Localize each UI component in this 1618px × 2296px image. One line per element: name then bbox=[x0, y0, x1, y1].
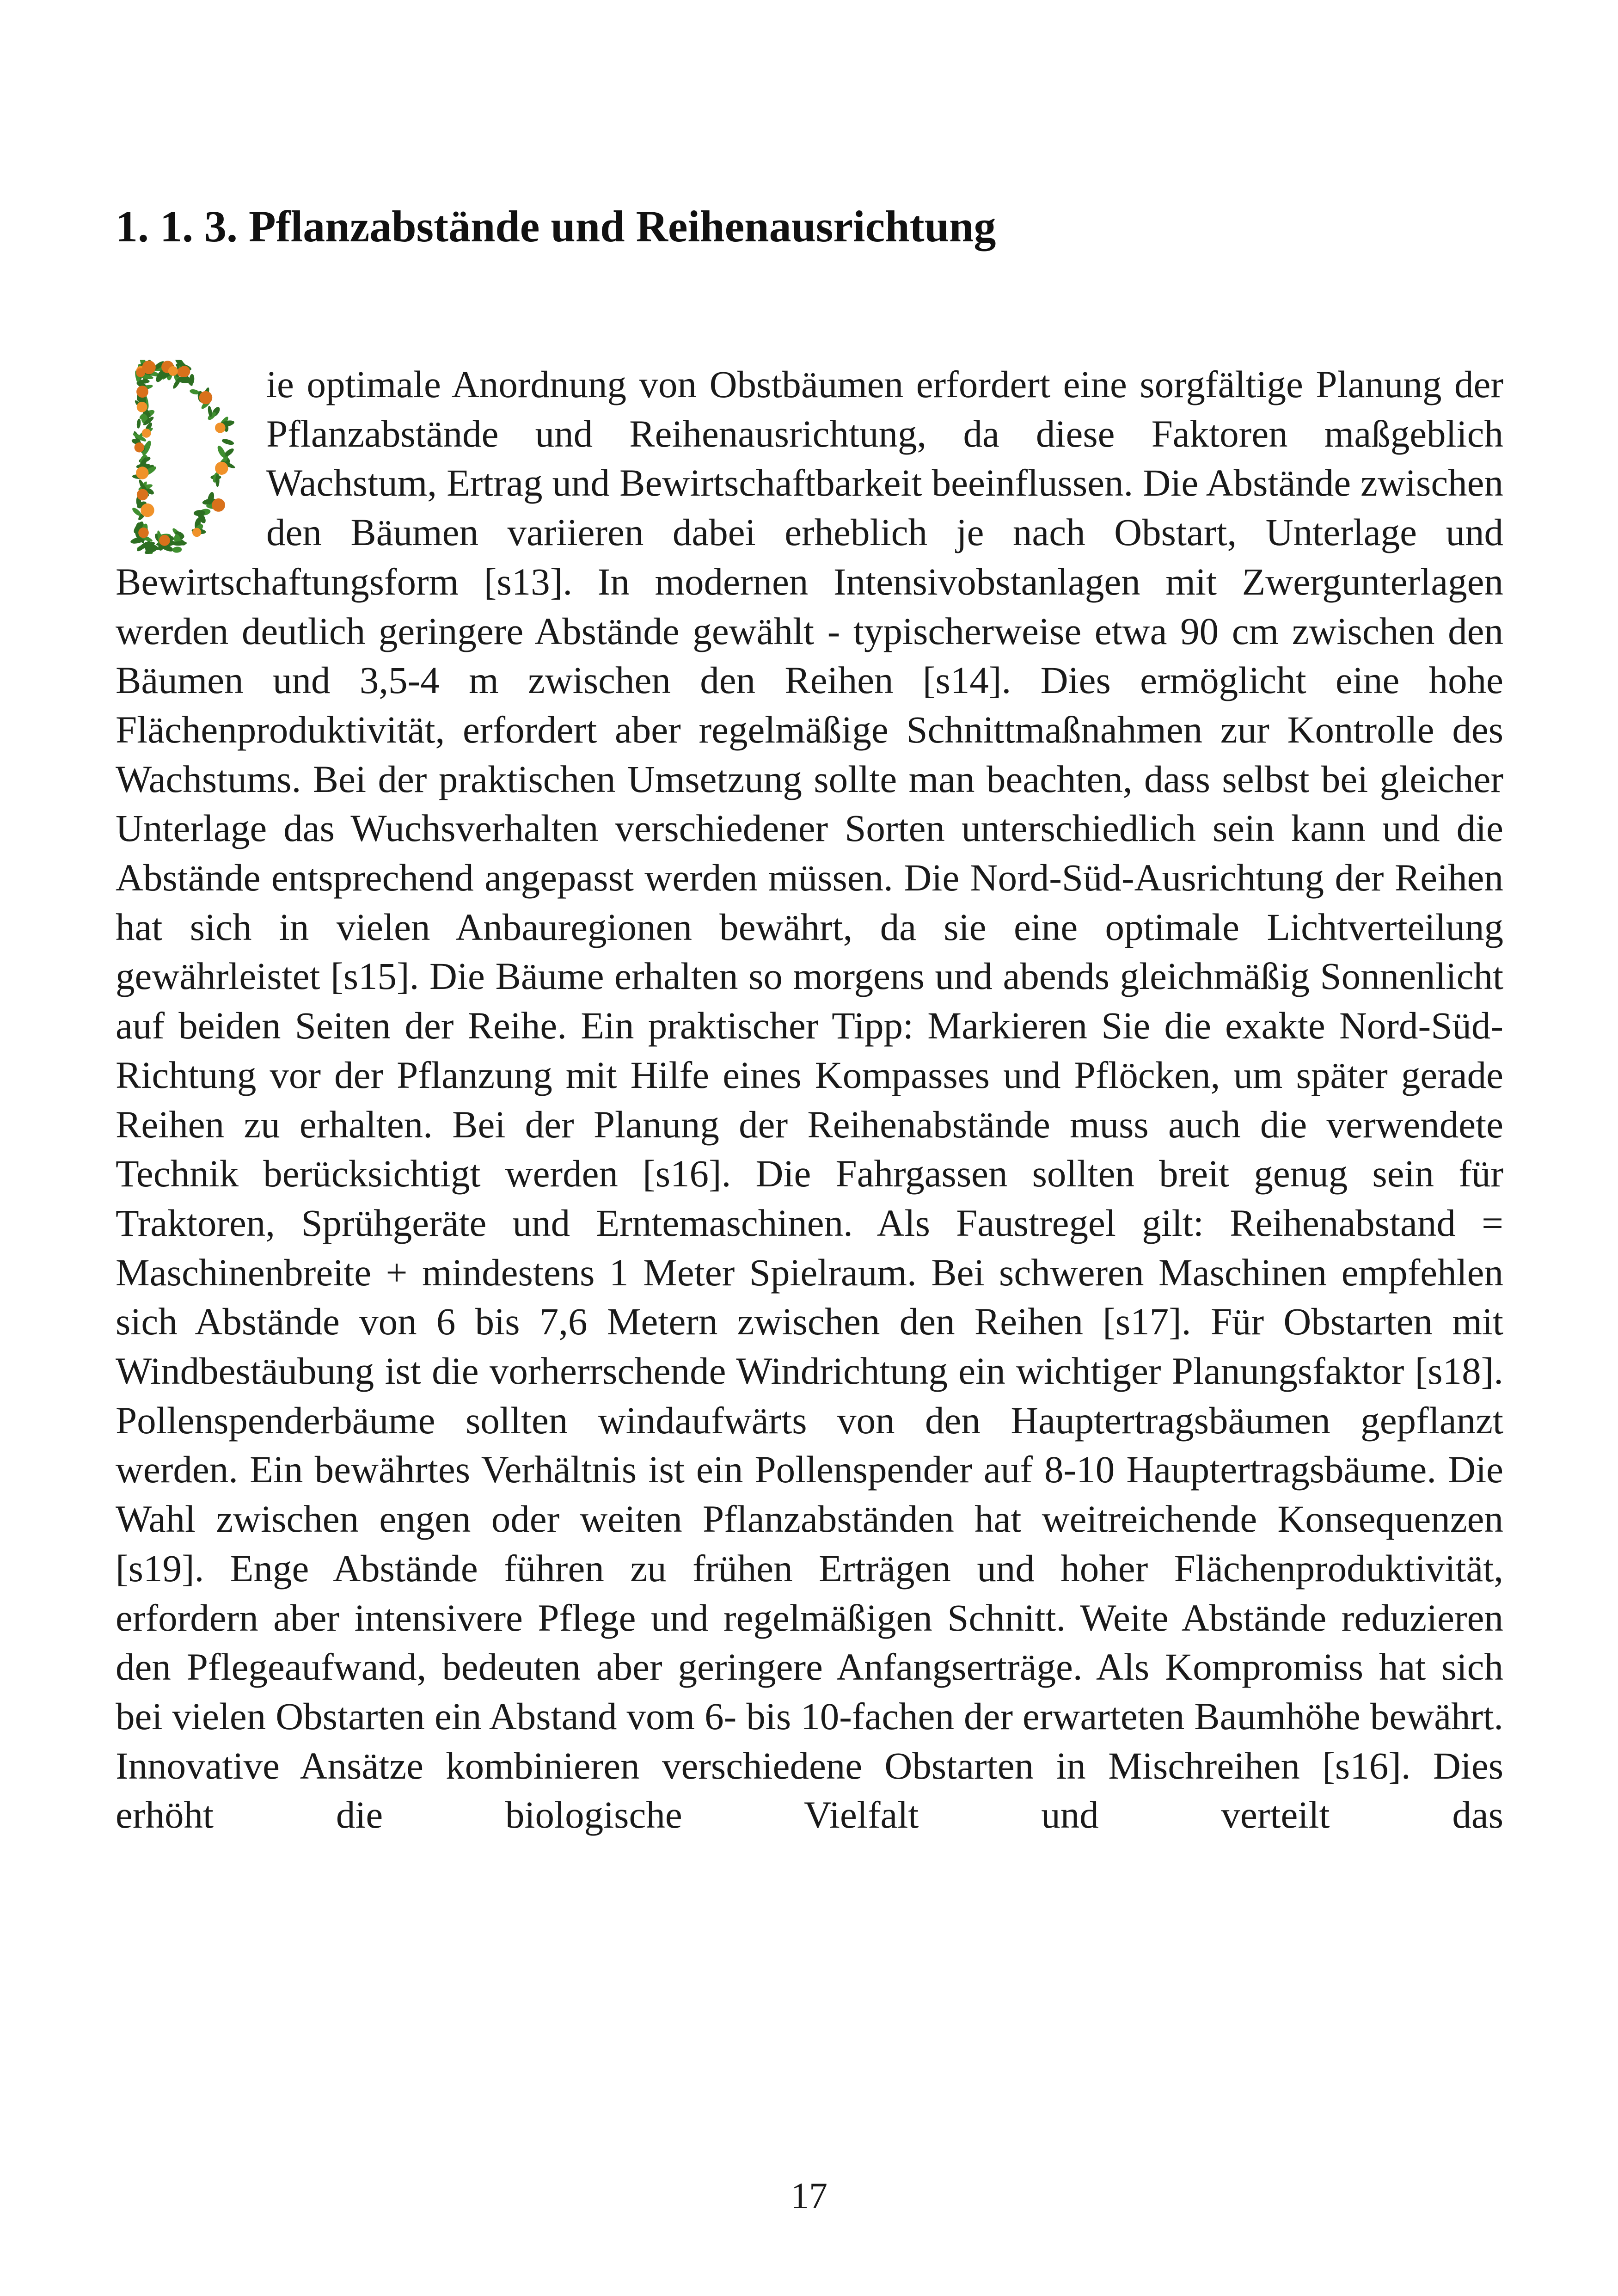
drop-cap-fruit bbox=[137, 489, 148, 501]
orange-tree-letter-icon bbox=[116, 360, 254, 554]
drop-cap-leaf bbox=[221, 438, 235, 446]
body-text: ie optimale Anordnung von Obstbäumen erfordert eine sorgfältige Planung der Pflanzabstände und Reihenausrichtung, da diese Faktoren maßgeblich Wachstum, Ertrag und Bewirtschaftbarkeit beeinflussen. Die Abstände zwischen den Bäumen variieren dabei erheblich je nach Obstart, Unterlage und Bewirtschaftungsform [s13]. In modernen Intensivobstanlagen mit Zwergunterlagen werden deutlich geringere Abstände gewählt - typischerweise etwa 90 cm zwischen den Bäumen und 3,5-4 m zwischen den Reihen [s14]. Dies ermöglicht eine hohe Flächenproduktivität, erfordert aber regelmäßige Schnittmaßnahmen zur Kontrolle des Wachstums. Bei der praktischen Umsetzung sollte man beachten, dass selbst bei gleicher Unterlage das Wuchsverhalten verschiedener Sorten unterschiedlich sein kann und die Abstände entsprechend angepasst werden müssen. Die Nord-Süd-Ausrichtung der Reihen hat sich in vielen Anbauregionen bewährt, da sie eine optimale Lichtverteilung gewährleistet [s15]. Die Bäume erhalten so morgens und abends gleichmäßig Sonnenlicht auf beiden Seiten der Reihe. Ein praktischer Tipp: Markieren Sie die exakte Nord-Süd-Richtung vor der Pflanzung mit Hilfe eines Kompasses und Pflöcken, um später gerade Reihen zu erhalten. Bei der Planung der Reihenabstände muss auch die verwendete Technik berücksichtigt werden [s16]. Die Fahrgassen sollten breit genug sein für Traktoren, Sprühgeräte und Erntemaschinen. Als Faustregel gilt: Reihenabstand = Maschinenbreite + mindestens 1 Meter Spielraum. Bei schweren Maschinen empfehlen sich Abstände von 6 bis 7,6 Metern zwischen den Reihen [s17]. Für Obstarten mit Windbestäubung ist die vorherrschende Windrichtung ein wichtiger Planungsfaktor [s18]. Pollenspenderbäume sollten windaufwärts von den Hauptertragsbäumen gepflanzt werden. Ein bewährtes Verhältnis ist ein Pollenspender auf 8-10 Hauptertragsbäume. Die Wahl zwischen engen oder weiten Pflanzabständen hat weitreichende Konsequenzen [s19]. Enge Abstände führen zu frühen Erträgen und hoher Flächenproduktivität, erfordern aber intensivere Pflege und regelmäßigen Schnitt. Weite Abstände reduzieren den Pflegeaufwand, bedeuten aber geringere Anfangserträge. Als Kompromiss hat sich bei vielen Obstarten ein Abstand vom 6- bis 10-fachen der erwarteten Baumhöhe bewährt. Innovative Ansätze kombinieren verschiedene Obstarten in Mischreihen [s16]. Dies erhöht die biologische Vielfalt und verteilt das bbox=[116, 363, 1503, 1836]
drop-cap-fruit bbox=[142, 429, 151, 438]
drop-cap-ornament bbox=[116, 360, 254, 554]
drop-cap-leaf bbox=[172, 546, 182, 553]
drop-cap-fruit bbox=[215, 423, 226, 433]
body-paragraph bbox=[116, 360, 1503, 1840]
drop-cap-fruit bbox=[212, 498, 225, 512]
section-heading bbox=[116, 199, 1502, 254]
drop-cap-fruit bbox=[159, 535, 170, 546]
drop-cap-fruit bbox=[199, 391, 212, 404]
drop-cap-fruit bbox=[136, 386, 148, 398]
section-number: 1. 1. 3. bbox=[116, 202, 238, 251]
drop-cap-leaf bbox=[136, 418, 141, 429]
drop-cap-fruit bbox=[215, 462, 228, 475]
drop-cap-fruit bbox=[138, 528, 149, 538]
drop-cap-fruit bbox=[137, 402, 147, 412]
drop-cap-fruit bbox=[136, 467, 148, 479]
drop-cap-fruit bbox=[179, 366, 190, 377]
page-number: 17 bbox=[791, 2176, 827, 2216]
section-title: Pflanzabstände und Reihenausrichtung bbox=[249, 202, 996, 251]
drop-cap-fruit bbox=[142, 361, 155, 374]
drop-cap-fruit bbox=[135, 442, 145, 453]
drop-cap-fruit bbox=[192, 528, 201, 537]
drop-cap-fruit bbox=[168, 366, 178, 376]
drop-cap-fruit bbox=[141, 503, 154, 517]
